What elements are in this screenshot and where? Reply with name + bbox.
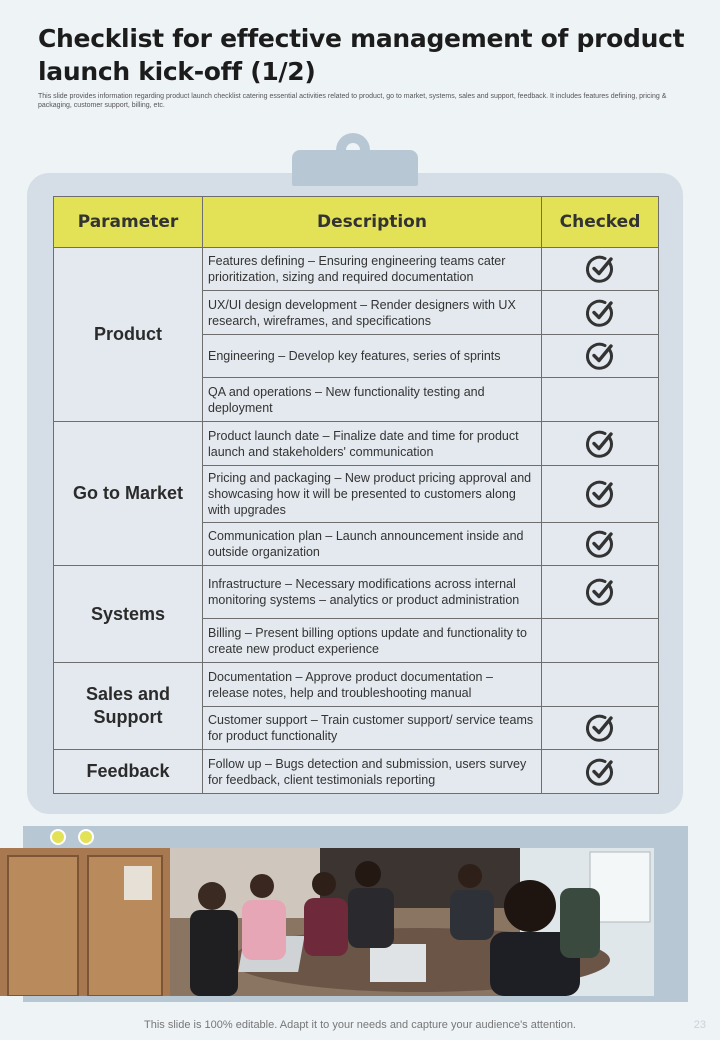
clipboard-clip xyxy=(292,150,418,186)
page-number: 23 xyxy=(693,1019,706,1031)
checked-cell xyxy=(542,663,659,707)
footer-note: This slide is 100% editable. Adapt it to your needs and capture your audience's attention. xyxy=(144,1019,576,1031)
check-circle-icon xyxy=(585,529,615,559)
table-row xyxy=(54,422,659,466)
description-cell: Communication plan – Launch announcement inside and outside organization xyxy=(203,523,542,566)
description-cell: Pricing and packaging – New product pricing approval and showcasing how it will be presented to customers along with upgrades xyxy=(203,466,542,523)
checked-cell xyxy=(542,422,659,466)
checked-cell xyxy=(542,248,659,291)
check-circle-icon xyxy=(585,757,615,787)
description-cell: Documentation – Approve product documentation – release notes, help and troubleshooting manual xyxy=(203,663,542,707)
checked-cell xyxy=(542,619,659,663)
description-cell: Customer support – Train customer support/ service teams for product functionality xyxy=(203,707,542,750)
table-row xyxy=(54,566,659,619)
team-meeting-photo xyxy=(0,848,654,996)
checked-cell xyxy=(542,335,659,378)
description-cell: QA and operations – New functionality testing and deployment xyxy=(203,378,542,422)
checked-cell xyxy=(542,523,659,566)
slide-title: Checklist for effective management of product launch kick-off (1/2) xyxy=(38,24,685,86)
check-circle-icon xyxy=(585,254,615,284)
checked-cell xyxy=(542,750,659,794)
description-cell: Product launch date – Finalize date and time for product launch and stakeholders' communication xyxy=(203,422,542,466)
check-circle-icon xyxy=(585,429,615,459)
header-description: Description xyxy=(203,197,542,248)
header-parameter: Parameter xyxy=(54,197,203,248)
description-cell: Engineering – Develop key features, series of sprints xyxy=(203,335,542,378)
checked-cell xyxy=(542,566,659,619)
check-circle-icon xyxy=(585,341,615,371)
header-checked: Checked xyxy=(542,197,659,248)
description-cell: UX/UI design development – Render designers with UX research, wireframes, and specifications xyxy=(203,291,542,335)
parameter-sales-and-support: Sales and Support xyxy=(54,663,203,750)
table-row xyxy=(54,248,659,291)
checklist-table xyxy=(53,196,659,794)
slide-subtitle: This slide provides information regarding product launch checklist catering essential activities related to product, go to market, systems, sales and support, feedback. It includes features defining, pricing & packaging, customer support, billing, etc. xyxy=(38,93,667,109)
check-circle-icon xyxy=(585,479,615,509)
description-cell: Billing – Present billing options update and functionality to create new product experience xyxy=(203,619,542,663)
check-circle-icon xyxy=(585,577,615,607)
check-circle-icon xyxy=(585,298,615,328)
parameter-feedback: Feedback xyxy=(54,750,203,794)
decorative-dot xyxy=(50,829,66,845)
decorative-dot xyxy=(78,829,94,845)
checked-cell xyxy=(542,466,659,523)
checked-cell xyxy=(542,291,659,335)
table-row xyxy=(54,750,659,794)
table-row xyxy=(54,663,659,707)
parameter-product: Product xyxy=(54,248,203,422)
parameter-systems: Systems xyxy=(54,566,203,663)
parameter-go-to-market: Go to Market xyxy=(54,422,203,566)
description-cell: Infrastructure – Necessary modifications across internal monitoring systems – analytics or product administration xyxy=(203,566,542,619)
checked-cell xyxy=(542,707,659,750)
check-circle-icon xyxy=(585,713,615,743)
checked-cell xyxy=(542,378,659,422)
description-cell: Features defining – Ensuring engineering teams cater prioritization, sizing and required documentation xyxy=(203,248,542,291)
description-cell: Follow up – Bugs detection and submission, users survey for feedback, client testimonials reporting xyxy=(203,750,542,794)
table-header-row xyxy=(54,197,659,248)
